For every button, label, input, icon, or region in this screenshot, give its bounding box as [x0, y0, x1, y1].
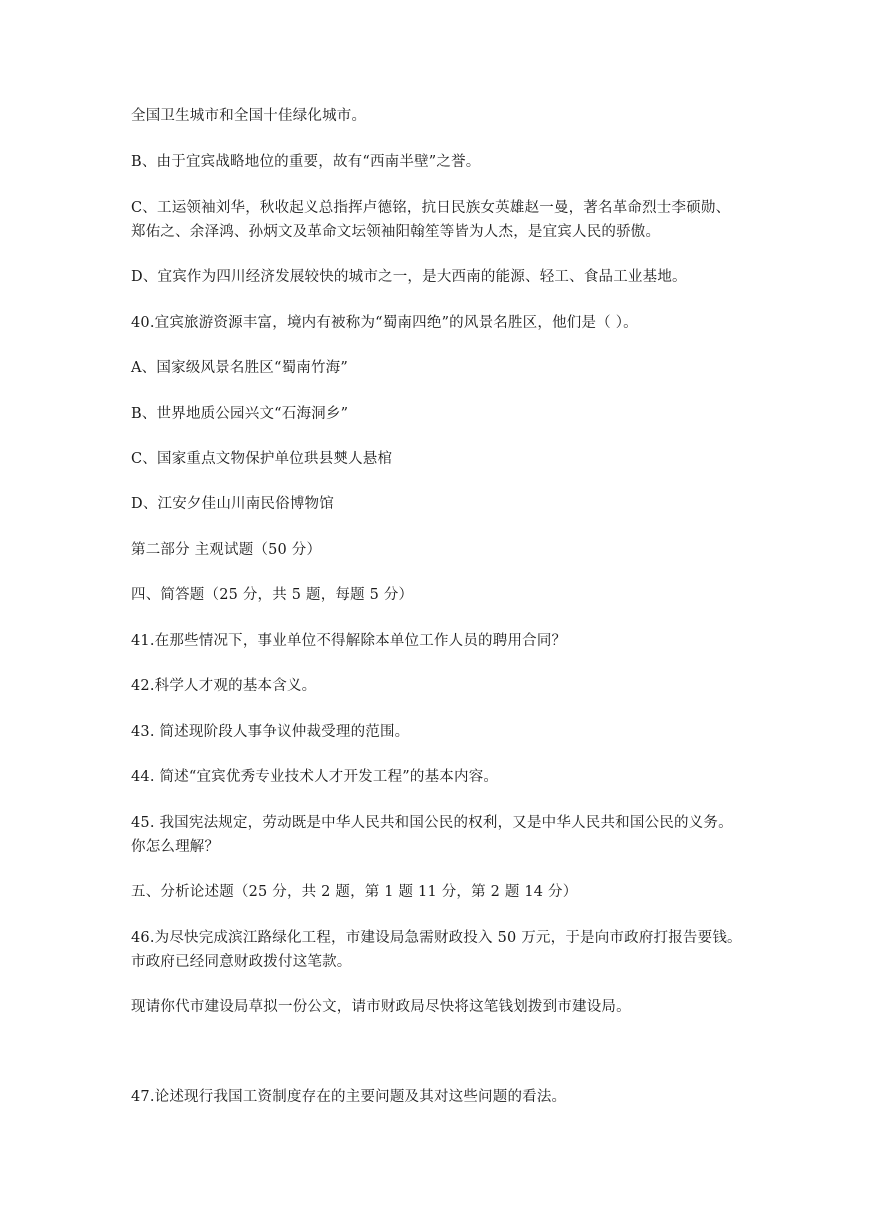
- text-line: 现请你代市建设局草拟一份公文，请市财政局尽快将这笔钱划拨到市建设局。: [131, 999, 631, 1015]
- text-line: 全国卫生城市和全国十佳绿化城市。: [131, 108, 367, 124]
- section-heading: 第二部分 主观试题（50 分）: [131, 542, 322, 558]
- question-44: 44. 简述“宜宾优秀专业技术人才开发工程”的基本内容。: [131, 769, 499, 785]
- option-b-text: B、世界地质公园兴文“石海洞乡”: [131, 406, 349, 422]
- text-line: 郑佑之、余泽鸿、孙炳文及革命文坛领袖阳翰笙等皆为人杰，是宜宾人民的骄傲。: [131, 224, 661, 240]
- question-41: 41.在那些情况下，事业单位不得解除本单位工作人员的聘用合同？: [131, 633, 567, 649]
- question-46: 46.为尽快完成滨江路绿化工程，市建设局急需财政投入 50 万元，于是向市政府打报告要钱。: [131, 930, 742, 946]
- option-d-text: D、宜宾作为四川经济发展较快的城市之一，是大西南的能源、轻工、食品工业基地。: [131, 269, 687, 285]
- text-line: 你怎么理解？: [131, 839, 220, 855]
- question-45: 45. 我国宪法规定，劳动既是中华人民共和国公民的权利，又是中华人民共和国公民的义务。: [131, 815, 733, 831]
- text-line: 市政府已经同意财政拨付这笔款。: [131, 954, 352, 970]
- option-a-text: A、国家级风景名胜区“蜀南竹海”: [131, 360, 348, 376]
- option-c-text: C、国家重点文物保护单位珙县僰人悬棺: [131, 451, 393, 467]
- option-c-text: C、工运领袖刘华，秋收起义总指挥卢德铭，抗日民族女英雄赵一曼，著名革命烈士李硕勋、: [131, 200, 731, 216]
- section-heading: 五、分析论述题（25 分，共 2 题，第 1 题 11 分，第 2 题 14 分）: [131, 884, 578, 900]
- option-d-text: D、江安夕佳山川南民俗博物馆: [131, 496, 334, 512]
- question-43: 43. 简述现阶段人事争议仲裁受理的范围。: [131, 724, 410, 740]
- option-b-text: B、由于宜宾战略地位的重要，故有“西南半壁”之誉。: [131, 154, 481, 170]
- question-47: 47.论述现行我国工资制度存在的主要问题及其对这些问题的看法。: [131, 1089, 567, 1105]
- question-42: 42.科学人才观的基本含义。: [131, 678, 317, 694]
- question-40: 40.宜宾旅游资源丰富，境内有被称为“蜀南四绝”的风景名胜区，他们是（ ）。: [131, 315, 638, 331]
- section-heading: 四、简答题（25 分，共 5 题，每题 5 分）: [131, 587, 414, 603]
